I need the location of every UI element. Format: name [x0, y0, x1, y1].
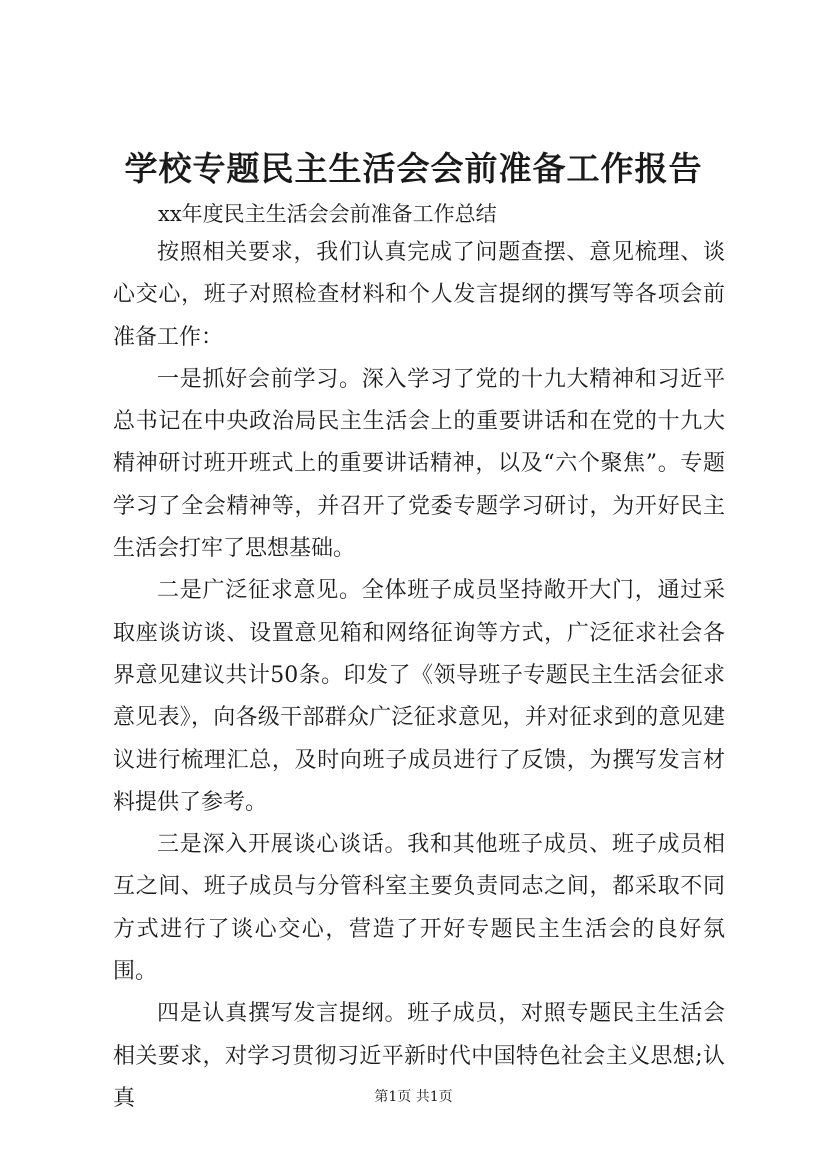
paragraph-outline: 四是认真撰写发言提纲。班子成员，对照专题民主生活会相关要求，对学习贯彻习近平新时代中国特色社会主义思想;认真	[113, 1001, 725, 1111]
document-subtitle: xx年度民主生活会会前准备工作总结	[158, 202, 497, 226]
paragraph-opinions: 二是广泛征求意见。全体班子成员坚持敞开大门，通过采取座谈访谈、设置意见箱和网络征询等方式，广泛征求社会各界意见建议共计50条。印发了《领导班子专题民主生活会征求意见表》，向各级干部群众广泛征求意见，并对征求到的意见建议进行梳理汇总，及时向班子成员进行了反馈，为撰写发言材料提供了参考。	[113, 578, 725, 815]
paragraph-talks: 三是深入开展谈心谈话。我和其他班子成员、班子成员相互之间、班子成员与分管科室主要负责同志之间，都采取不同方式进行了谈心交心，营造了开好专题民主生活会的良好氛围。	[113, 832, 725, 985]
document-body	[113, 232, 725, 1120]
document-title: 学校专题民主生活会会前准备工作报告	[124, 149, 703, 188]
page-footer: 第1页 共1页	[374, 1089, 453, 1105]
paragraph-study: 一是抓好会前学习。深入学习了党的十九大精神和习近平总书记在中央政治局民主生活会上的重要讲话和在党的十九大精神研讨班开班式上的重要讲话精神，以及“六个聚焦”。专题学习了全会精神等，并召开了党委专题学习研讨，为开好民主生活会打牢了思想基础。	[113, 366, 725, 562]
paragraph-intro: 按照相关要求，我们认真完成了问题查摆、意见梳理、谈心交心，班子对照检查材料和个人发言提纲的撰写等各项会前准备工作：	[113, 240, 725, 350]
